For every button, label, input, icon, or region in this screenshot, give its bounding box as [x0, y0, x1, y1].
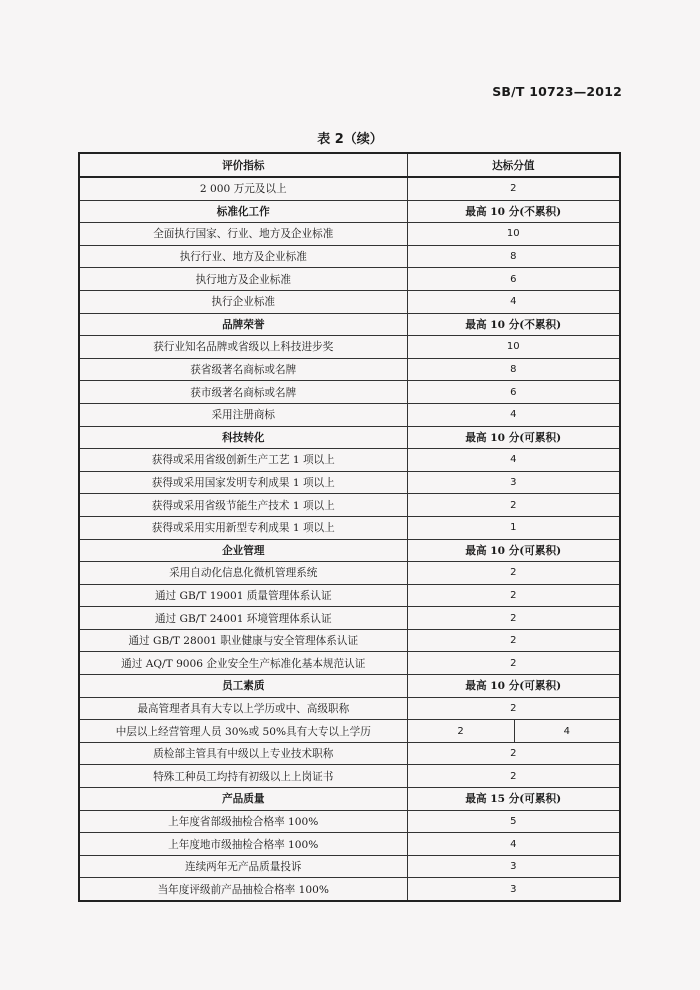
indicator-label: 执行企业标准	[79, 290, 407, 313]
score-value: 10	[407, 336, 620, 359]
indicator-label: 获市级著名商标或名牌	[79, 381, 407, 404]
score-value: 2	[407, 494, 620, 517]
table-category-row	[79, 539, 620, 562]
category-label: 产品质量	[79, 788, 407, 811]
indicator-label: 通过 GB/T 28001 职业健康与安全管理体系认证	[79, 629, 407, 652]
category-max-score: 最高 15 分(可累积)	[407, 788, 620, 811]
indicator-label: 获行业知名品牌或省级以上科技进步奖	[79, 336, 407, 359]
indicator-label: 质检部主管具有中级以上专业技术职称	[79, 742, 407, 765]
indicator-label: 通过 GB/T 19001 质量管理体系认证	[79, 584, 407, 607]
score-value: 6	[407, 381, 620, 404]
indicator-label: 获得或采用省级节能生产技术 1 项以上	[79, 494, 407, 517]
score-value: 10	[407, 223, 620, 246]
table-row	[79, 584, 620, 607]
evaluation-table	[78, 152, 621, 902]
indicator-label: 执行地方及企业标准	[79, 268, 407, 291]
category-max-score: 最高 10 分(可累积)	[407, 426, 620, 449]
table-row	[79, 471, 620, 494]
indicator-label: 通过 AQ/T 9006 企业安全生产标准化基本规范认证	[79, 652, 407, 675]
indicator-label: 最高管理者具有大专以上学历或中、高级职称	[79, 697, 407, 720]
table-category-row	[79, 788, 620, 811]
score-value: 4	[407, 290, 620, 313]
indicator-label: 执行行业、地方及企业标准	[79, 245, 407, 268]
table-row	[79, 607, 620, 630]
indicator-label: 特殊工种员工均持有初级以上上岗证书	[79, 765, 407, 788]
score-value: 2	[407, 607, 620, 630]
score-value: 2	[407, 742, 620, 765]
indicator-label: 2 000 万元及以上	[79, 177, 407, 200]
table-header-row	[79, 153, 620, 177]
score-value: 2	[407, 177, 620, 200]
table-row	[79, 516, 620, 539]
indicator-label: 当年度评级前产品抽检合格率 100%	[79, 878, 407, 901]
score-value: 4	[407, 449, 620, 472]
score-value: 4	[407, 403, 620, 426]
category-max-score: 最高 10 分(可累积)	[407, 675, 620, 698]
table-row	[79, 810, 620, 833]
table-row	[79, 336, 620, 359]
table-row	[79, 652, 620, 675]
table-row	[79, 494, 620, 517]
score-value: 6	[407, 268, 620, 291]
score-value-a: 2	[407, 720, 514, 743]
score-value: 8	[407, 358, 620, 381]
score-value: 2	[407, 765, 620, 788]
table-row	[79, 403, 620, 426]
table-row	[79, 855, 620, 878]
table-category-row	[79, 675, 620, 698]
table-title: 表 2（续）	[317, 132, 383, 147]
indicator-label: 中层以上经营管理人员 30%或 50%具有大专以上学历	[79, 720, 407, 743]
score-value: 5	[407, 810, 620, 833]
document-code: SB/T 10723—2012	[492, 84, 622, 99]
category-max-score: 最高 10 分(可累积)	[407, 539, 620, 562]
table-row	[79, 720, 620, 743]
score-value: 3	[407, 878, 620, 901]
column-header-score: 达标分值	[407, 153, 620, 177]
category-max-score: 最高 10 分(不累积)	[407, 313, 620, 336]
indicator-label: 获得或采用省级创新生产工艺 1 项以上	[79, 449, 407, 472]
indicator-label: 上年度地市级抽检合格率 100%	[79, 833, 407, 856]
table-row	[79, 223, 620, 246]
table-row	[79, 290, 620, 313]
indicator-label: 获省级著名商标或名牌	[79, 358, 407, 381]
indicator-label: 获得或采用实用新型专利成果 1 项以上	[79, 516, 407, 539]
score-value: 4	[407, 833, 620, 856]
category-label: 科技转化	[79, 426, 407, 449]
score-value: 3	[407, 471, 620, 494]
table-row	[79, 765, 620, 788]
column-header-indicator: 评价指标	[79, 153, 407, 177]
table-row	[79, 358, 620, 381]
score-value: 2	[407, 652, 620, 675]
table-category-row	[79, 313, 620, 336]
score-value: 1	[407, 516, 620, 539]
table-row	[79, 878, 620, 901]
score-value: 2	[407, 629, 620, 652]
table-body	[79, 177, 620, 901]
indicator-label: 采用自动化信息化微机管理系统	[79, 562, 407, 585]
table-row	[79, 268, 620, 291]
category-label: 标准化工作	[79, 200, 407, 223]
indicator-label: 获得或采用国家发明专利成果 1 项以上	[79, 471, 407, 494]
table-row	[79, 629, 620, 652]
table-category-row	[79, 200, 620, 223]
score-value: 2	[407, 584, 620, 607]
indicator-label: 通过 GB/T 24001 环境管理体系认证	[79, 607, 407, 630]
indicator-label: 连续两年无产品质量投诉	[79, 855, 407, 878]
table-row	[79, 742, 620, 765]
score-value: 3	[407, 855, 620, 878]
indicator-label: 全面执行国家、行业、地方及企业标准	[79, 223, 407, 246]
table-row	[79, 449, 620, 472]
table-row	[79, 833, 620, 856]
table-row	[79, 177, 620, 200]
category-label: 员工素质	[79, 675, 407, 698]
indicator-label: 上年度省部级抽检合格率 100%	[79, 810, 407, 833]
table-row	[79, 381, 620, 404]
table-category-row	[79, 426, 620, 449]
table-row	[79, 697, 620, 720]
category-label: 品牌荣誉	[79, 313, 407, 336]
score-value: 2	[407, 562, 620, 585]
category-max-score: 最高 10 分(不累积)	[407, 200, 620, 223]
table-row	[79, 562, 620, 585]
category-label: 企业管理	[79, 539, 407, 562]
indicator-label: 采用注册商标	[79, 403, 407, 426]
table-row	[79, 245, 620, 268]
score-value: 8	[407, 245, 620, 268]
score-value: 2	[407, 697, 620, 720]
score-value-b: 4	[514, 720, 620, 743]
